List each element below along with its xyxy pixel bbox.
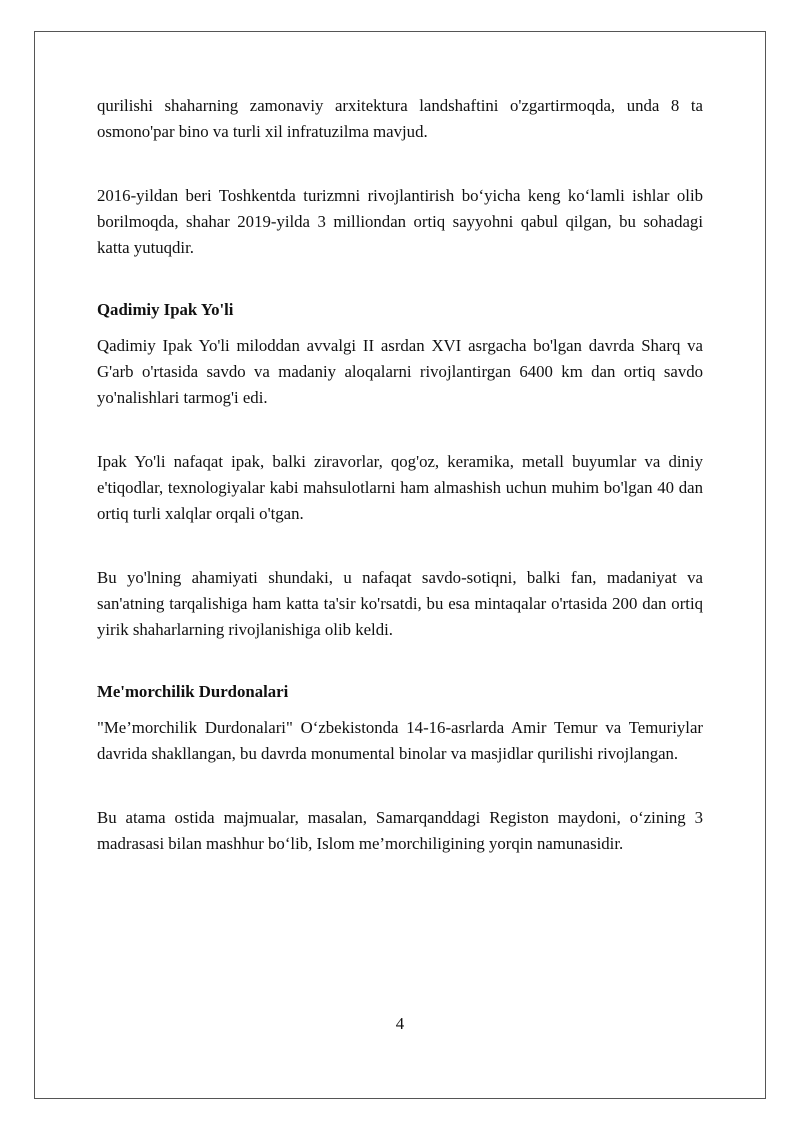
paragraph: Qadimiy Ipak Yo'li miloddan avvalgi II asrdan XVI asrgacha bo'lgan davrda Sharq va G'arb o'rtasida savdo va madaniy aloqalarni rivojlantirgan 6400 km dan ortiq savdo yo'nalishlari tarmog'i edi. <box>97 336 703 407</box>
section-heading: Me'morchilik Durdonalari <box>97 682 289 701</box>
paragraph: Ipak Yo'li nafaqat ipak, balki ziravorlar, qog'oz, keramika, metall buyumlar va diniy e'tiqodlar, texnologiyalar kabi mahsulotlarni ham almashish uchun muhim bo'lgan 40 dan ortiq turli xalqlar orqali o'tgan. <box>97 452 703 523</box>
document-body <box>97 93 703 857</box>
page-number: 4 <box>395 1014 405 1033</box>
paragraph: Bu atama ostida majmualar, masalan, Samarqanddagi Registon maydoni, o‘zining 3 madrasasi bilan mashhur bo‘lib, Islom me’morchiligining yorqin namunasidir. <box>97 808 703 853</box>
paragraph: "Me’morchilik Durdonalari" O‘zbekistonda 14-16-asrlarda Amir Temur va Temuriylar davrida shakllangan, bu davrda monumental binolar va masjidlar qurilishi rivojlangan. <box>97 718 703 763</box>
paragraph: Bu yo'lning ahamiyati shundaki, u nafaqat savdo-sotiqni, balki fan, madaniyat va san'atning tarqalishiga ham katta ta'sir ko'rsatdi, bu esa mintaqalar o'rtasida 200 dan ortiq yirik shaharlarning rivojlanishiga olib keldi. <box>97 568 703 639</box>
paragraph: 2016-yildan beri Toshkentda turizmni rivojlantirish bo‘yicha keng ko‘lamli ishlar olib borilmoqda, shahar 2019-yilda 3 milliondan ortiq sayyohni qabul qilgan, bu sohadagi katta yutuqdir. <box>97 186 703 257</box>
section-heading: Qadimiy Ipak Yo'li <box>97 300 234 319</box>
paragraph: qurilishi shaharning zamonaviy arxitektura landshaftini o'zgartirmoqda, unda 8 ta osmono'par bino va turli xil infratuzilma mavjud. <box>97 96 703 141</box>
